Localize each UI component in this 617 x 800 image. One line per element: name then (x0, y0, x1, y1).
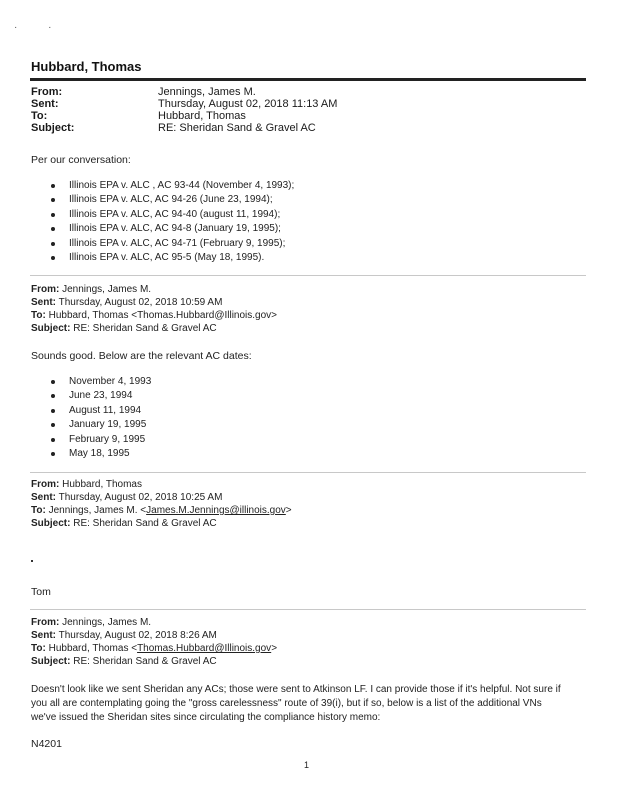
scan-specks: · · (14, 22, 66, 33)
header-rule (30, 78, 586, 81)
separator-line (30, 609, 586, 610)
message2-sent-label: Sent: (31, 297, 56, 308)
message4-to-label: To: (31, 643, 46, 654)
message4-body-line: you all are contemplating going the "gross carelessness" route of 39(i), but if so, below is a list of the additional VNs (31, 698, 542, 709)
list-item: June 23, 1994 (31, 389, 151, 403)
message3-from-label: From: (31, 479, 60, 490)
message3-email-link[interactable]: James.M.Jennings@illinois.gov (146, 505, 286, 516)
case-list (31, 179, 294, 265)
header-subject-label: Subject: (31, 122, 75, 134)
message3-to-label: To: (31, 505, 46, 516)
separator-line (30, 275, 586, 276)
page-number: 1 (304, 760, 310, 770)
message4-from: Jennings, James M. (62, 617, 152, 628)
message3-header (31, 478, 292, 530)
header-from-row (31, 86, 337, 98)
message4-body-line: Doesn't look like we sent Sheridan any ACs; those were sent to Atkinson LF. I can provide those if it's helpful. Not sure if (31, 684, 561, 695)
message4-body-line: we've issued the Sheridan sites since circulating the compliance history memo: (31, 712, 381, 723)
header-to-label: To: (31, 110, 48, 122)
message2-sent: Thursday, August 02, 2018 10:59 AM (58, 297, 223, 308)
message4-to-close: > (271, 643, 278, 654)
header-sent-label: Sent: (31, 98, 59, 110)
message2-to-label: To: (31, 310, 46, 321)
list-item: Illinois EPA v. ALC, AC 94-26 (June 23, 1994); (31, 193, 294, 207)
message2-body: Sounds good. Below are the relevant AC dates: (31, 350, 252, 362)
message3-sent-label: Sent: (31, 492, 56, 503)
list-item: January 19, 1995 (31, 418, 151, 432)
list-item: May 18, 1995 (31, 447, 151, 461)
sender-title: Hubbard, Thomas (31, 59, 142, 74)
header-to-row (31, 110, 337, 122)
message3-from: Hubbard, Thomas (62, 479, 142, 490)
message4-email-link[interactable]: Thomas.Hubbard@Illinois.gov (137, 643, 272, 654)
message4-header (31, 616, 277, 668)
header-sent-row (31, 98, 337, 110)
message3-subject: RE: Sheridan Sand & Gravel AC (73, 518, 217, 529)
message2-to: Hubbard, Thomas <Thomas.Hubbard@Illinois.gov> (48, 310, 278, 321)
message2-from: Jennings, James M. (62, 284, 152, 295)
list-item: Illinois EPA v. ALC , AC 93-44 (November 4, 1993); (31, 179, 294, 193)
message3-to-close: > (285, 505, 292, 516)
scan-dot (31, 560, 33, 562)
message4-sent-label: Sent: (31, 630, 56, 641)
header-to-value: Hubbard, Thomas (158, 110, 246, 122)
message3-subject-label: Subject: (31, 518, 71, 529)
message3-sent: Thursday, August 02, 2018 10:25 AM (58, 492, 223, 503)
separator-line (30, 472, 586, 473)
list-item: Illinois EPA v. ALC, AC 94-71 (February 9, 1995); (31, 237, 294, 251)
date-list (31, 375, 151, 461)
list-item: Illinois EPA v. ALC, AC 94-40 (august 11, 1994); (31, 208, 294, 222)
message3-signature: Tom (31, 586, 51, 598)
message2-header (31, 283, 277, 335)
list-item: Illinois EPA v. ALC, AC 94-8 (January 19, 1995); (31, 222, 294, 236)
message4-subject: RE: Sheridan Sand & Gravel AC (73, 656, 217, 667)
header-subject-row (31, 122, 337, 134)
header-from-label: From: (31, 86, 63, 98)
header-sent-value: Thursday, August 02, 2018 11:13 AM (158, 98, 338, 110)
header-subject-value: RE: Sheridan Sand & Gravel AC (158, 122, 316, 134)
list-item: February 9, 1995 (31, 433, 151, 447)
message1-intro: Per our conversation: (31, 154, 131, 166)
list-item: November 4, 1993 (31, 375, 151, 389)
message4-body (31, 683, 591, 725)
message2-subject: RE: Sheridan Sand & Gravel AC (73, 323, 217, 334)
header-from-value: Jennings, James M. (158, 86, 256, 98)
message4-to-name: Hubbard, Thomas < (48, 643, 138, 654)
message4-code: N4201 (31, 738, 62, 750)
message3-to-name: Jennings, James M. < (48, 505, 147, 516)
list-item: Illinois EPA v. ALC, AC 95-5 (May 18, 1995). (31, 251, 294, 265)
list-item: August 11, 1994 (31, 404, 151, 418)
message2-from-label: From: (31, 284, 60, 295)
message4-sent: Thursday, August 02, 2018 8:26 AM (58, 630, 217, 641)
message4-subject-label: Subject: (31, 656, 71, 667)
message2-subject-label: Subject: (31, 323, 71, 334)
email-header-fields (31, 86, 337, 134)
message4-from-label: From: (31, 617, 60, 628)
